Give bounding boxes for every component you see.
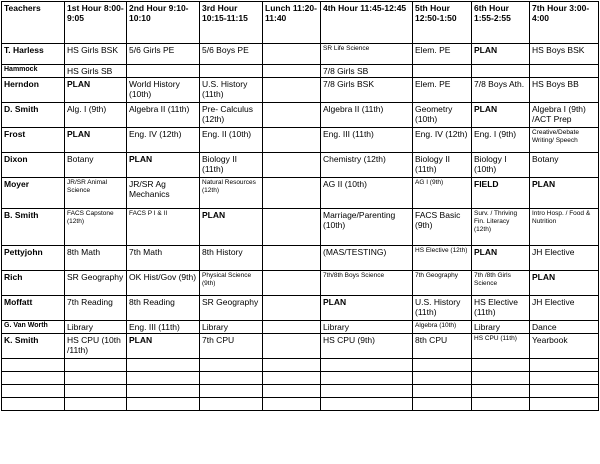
class-cell: OK Hist/Gov (9th) bbox=[127, 271, 200, 296]
class-cell: World History (10th) bbox=[127, 78, 200, 103]
table-row bbox=[2, 78, 599, 103]
table-row bbox=[2, 246, 599, 271]
class-cell: 7th/8th Boys Science bbox=[321, 271, 413, 296]
class-cell: Pre- Calculus (12th) bbox=[200, 103, 263, 128]
class-cell bbox=[413, 65, 472, 78]
class-cell: Eng. III (11th) bbox=[321, 128, 413, 153]
class-cell: Eng. I (9th) bbox=[472, 128, 530, 153]
class-cell: 5/6 Girls PE bbox=[127, 44, 200, 65]
class-cell: PLAN bbox=[65, 128, 127, 153]
class-cell: PLAN bbox=[65, 78, 127, 103]
header-cell: Teachers bbox=[2, 2, 65, 44]
header-cell: 6th Hour 1:55-2:55 bbox=[472, 2, 530, 44]
teacher-name: Hammock bbox=[2, 65, 65, 78]
class-cell bbox=[263, 334, 321, 359]
table-row bbox=[2, 334, 599, 359]
table-row bbox=[2, 65, 599, 78]
class-cell: Creative/Debate Writing/ Speech bbox=[530, 128, 599, 153]
class-cell: PLAN bbox=[530, 178, 599, 209]
class-cell: U.S. History (11th) bbox=[413, 296, 472, 321]
class-cell: Biology II (11th) bbox=[200, 153, 263, 178]
empty-row bbox=[2, 359, 599, 372]
class-cell: Library bbox=[65, 321, 127, 334]
class-cell: Surv. / Thriving Fin. Literacy (12th) bbox=[472, 209, 530, 246]
class-cell: (MAS/TESTING) bbox=[321, 246, 413, 271]
class-cell: Eng. III (11th) bbox=[127, 321, 200, 334]
teacher-name: Moffatt bbox=[2, 296, 65, 321]
class-cell: Elem. PE bbox=[413, 78, 472, 103]
class-cell: PLAN bbox=[530, 271, 599, 296]
class-cell bbox=[263, 78, 321, 103]
class-cell: Algebra I (9th) /ACT Prep bbox=[530, 103, 599, 128]
class-cell: 7/8 Girls BSK bbox=[321, 78, 413, 103]
class-cell: HS CPU (11th) bbox=[472, 334, 530, 359]
class-cell: Eng. IV (12th) bbox=[127, 128, 200, 153]
class-cell: HS Girls BSK bbox=[65, 44, 127, 65]
class-cell: 7th Math bbox=[127, 246, 200, 271]
class-cell: Dance bbox=[530, 321, 599, 334]
class-cell: Alg. I (9th) bbox=[65, 103, 127, 128]
class-cell: 7th /8th Girls Science bbox=[472, 271, 530, 296]
teacher-name: K. Smith bbox=[2, 334, 65, 359]
class-cell: Library bbox=[472, 321, 530, 334]
class-cell: Botany bbox=[65, 153, 127, 178]
class-cell: 7th Reading bbox=[65, 296, 127, 321]
class-cell: HS CPU (10th /11th) bbox=[65, 334, 127, 359]
class-cell: JR/SR Animal Science bbox=[65, 178, 127, 209]
class-cell bbox=[263, 178, 321, 209]
empty-row bbox=[2, 398, 599, 411]
teacher-name: T. Harless bbox=[2, 44, 65, 65]
class-cell: 7th CPU bbox=[200, 334, 263, 359]
teacher-name: Frost bbox=[2, 128, 65, 153]
teacher-name: B. Smith bbox=[2, 209, 65, 246]
empty-row bbox=[2, 372, 599, 385]
class-cell: SR Geography bbox=[65, 271, 127, 296]
class-cell: FIELD bbox=[472, 178, 530, 209]
class-cell bbox=[263, 128, 321, 153]
class-cell: AG I (9th) bbox=[413, 178, 472, 209]
class-cell: SR Geography bbox=[200, 296, 263, 321]
class-cell: Yearbook bbox=[530, 334, 599, 359]
class-cell: HS Boys BSK bbox=[530, 44, 599, 65]
class-cell: Algebra II (11th) bbox=[127, 103, 200, 128]
table-row bbox=[2, 296, 599, 321]
class-cell: 5/6 Boys PE bbox=[200, 44, 263, 65]
class-cell: 8th Reading bbox=[127, 296, 200, 321]
class-cell: 7th Geography bbox=[413, 271, 472, 296]
table-row bbox=[2, 209, 599, 246]
table-row bbox=[2, 321, 599, 334]
class-cell: PLAN bbox=[127, 153, 200, 178]
class-cell: Physical Science (9th) bbox=[200, 271, 263, 296]
class-cell: Chemistry (12th) bbox=[321, 153, 413, 178]
header-cell: 3rd Hour 10:15-11:15 bbox=[200, 2, 263, 44]
class-cell bbox=[263, 153, 321, 178]
teacher-name: Dixon bbox=[2, 153, 65, 178]
class-cell: U.S. History (11th) bbox=[200, 78, 263, 103]
class-cell: HS Elective (12th) bbox=[413, 246, 472, 271]
class-cell: 7/8 Girls SB bbox=[321, 65, 413, 78]
class-cell bbox=[263, 209, 321, 246]
class-cell: Biology II (11th) bbox=[413, 153, 472, 178]
class-cell: Intro Hosp. / Food & Nutrition bbox=[530, 209, 599, 246]
class-cell bbox=[263, 321, 321, 334]
class-cell: Natural Resources (12th) bbox=[200, 178, 263, 209]
class-cell: AG II (10th) bbox=[321, 178, 413, 209]
class-cell bbox=[263, 103, 321, 128]
class-cell: FACS Capstone (12th) bbox=[65, 209, 127, 246]
header-cell: 2nd Hour 9:10-10:10 bbox=[127, 2, 200, 44]
class-cell: PLAN bbox=[472, 103, 530, 128]
header-cell: 1st Hour 8:00-9:05 bbox=[65, 2, 127, 44]
class-cell: HS Girls SB bbox=[65, 65, 127, 78]
header-row bbox=[2, 2, 599, 44]
class-cell bbox=[263, 65, 321, 78]
class-cell: Elem. PE bbox=[413, 44, 472, 65]
class-cell: Geometry (10th) bbox=[413, 103, 472, 128]
teacher-name: Moyer bbox=[2, 178, 65, 209]
class-cell bbox=[530, 65, 599, 78]
class-cell: 8th History bbox=[200, 246, 263, 271]
class-cell: PLAN bbox=[127, 334, 200, 359]
class-cell: Library bbox=[321, 321, 413, 334]
teacher-name: D. Smith bbox=[2, 103, 65, 128]
header-cell: 5th Hour 12:50-1:50 bbox=[413, 2, 472, 44]
class-cell: HS CPU (9th) bbox=[321, 334, 413, 359]
class-cell: 8th Math bbox=[65, 246, 127, 271]
table-row bbox=[2, 44, 599, 65]
class-cell: Algebra (10th) bbox=[413, 321, 472, 334]
class-cell bbox=[127, 65, 200, 78]
header-cell: Lunch 11:20-11:40 bbox=[263, 2, 321, 44]
class-cell: Botany bbox=[530, 153, 599, 178]
teacher-name: Herndon bbox=[2, 78, 65, 103]
class-cell: JH Elective bbox=[530, 296, 599, 321]
class-cell bbox=[263, 246, 321, 271]
class-cell bbox=[200, 65, 263, 78]
teacher-name: G. Van Worth bbox=[2, 321, 65, 334]
class-cell bbox=[263, 44, 321, 65]
class-cell: PLAN bbox=[321, 296, 413, 321]
class-cell bbox=[472, 65, 530, 78]
class-cell: 7/8 Boys Ath. bbox=[472, 78, 530, 103]
class-cell: Algebra II (11th) bbox=[321, 103, 413, 128]
table-row bbox=[2, 178, 599, 209]
class-cell: FACS P I & II bbox=[127, 209, 200, 246]
class-cell: JR/SR Ag Mechanics bbox=[127, 178, 200, 209]
class-cell: PLAN bbox=[472, 44, 530, 65]
class-cell: PLAN bbox=[200, 209, 263, 246]
class-cell: JH Elective bbox=[530, 246, 599, 271]
class-cell: FACS Basic (9th) bbox=[413, 209, 472, 246]
class-cell: 8th CPU bbox=[413, 334, 472, 359]
class-cell: Eng. IV (12th) bbox=[413, 128, 472, 153]
table-row bbox=[2, 103, 599, 128]
class-cell: Biology I (10th) bbox=[472, 153, 530, 178]
empty-row bbox=[2, 385, 599, 398]
header-cell: 7th Hour 3:00-4:00 bbox=[530, 2, 599, 44]
class-cell bbox=[263, 296, 321, 321]
class-cell: SR Life Science bbox=[321, 44, 413, 65]
schedule-table bbox=[1, 1, 599, 411]
class-cell: Eng. II (10th) bbox=[200, 128, 263, 153]
class-cell: PLAN bbox=[472, 246, 530, 271]
class-cell: Library bbox=[200, 321, 263, 334]
class-cell: HS Boys BB bbox=[530, 78, 599, 103]
class-cell: Marriage/Parenting (10th) bbox=[321, 209, 413, 246]
teacher-name: Rich bbox=[2, 271, 65, 296]
table-row bbox=[2, 153, 599, 178]
class-cell bbox=[263, 271, 321, 296]
header-cell: 4th Hour 11:45-12:45 bbox=[321, 2, 413, 44]
table-row bbox=[2, 128, 599, 153]
table-row bbox=[2, 271, 599, 296]
class-cell: HS Elective (11th) bbox=[472, 296, 530, 321]
teacher-name: Pettyjohn bbox=[2, 246, 65, 271]
